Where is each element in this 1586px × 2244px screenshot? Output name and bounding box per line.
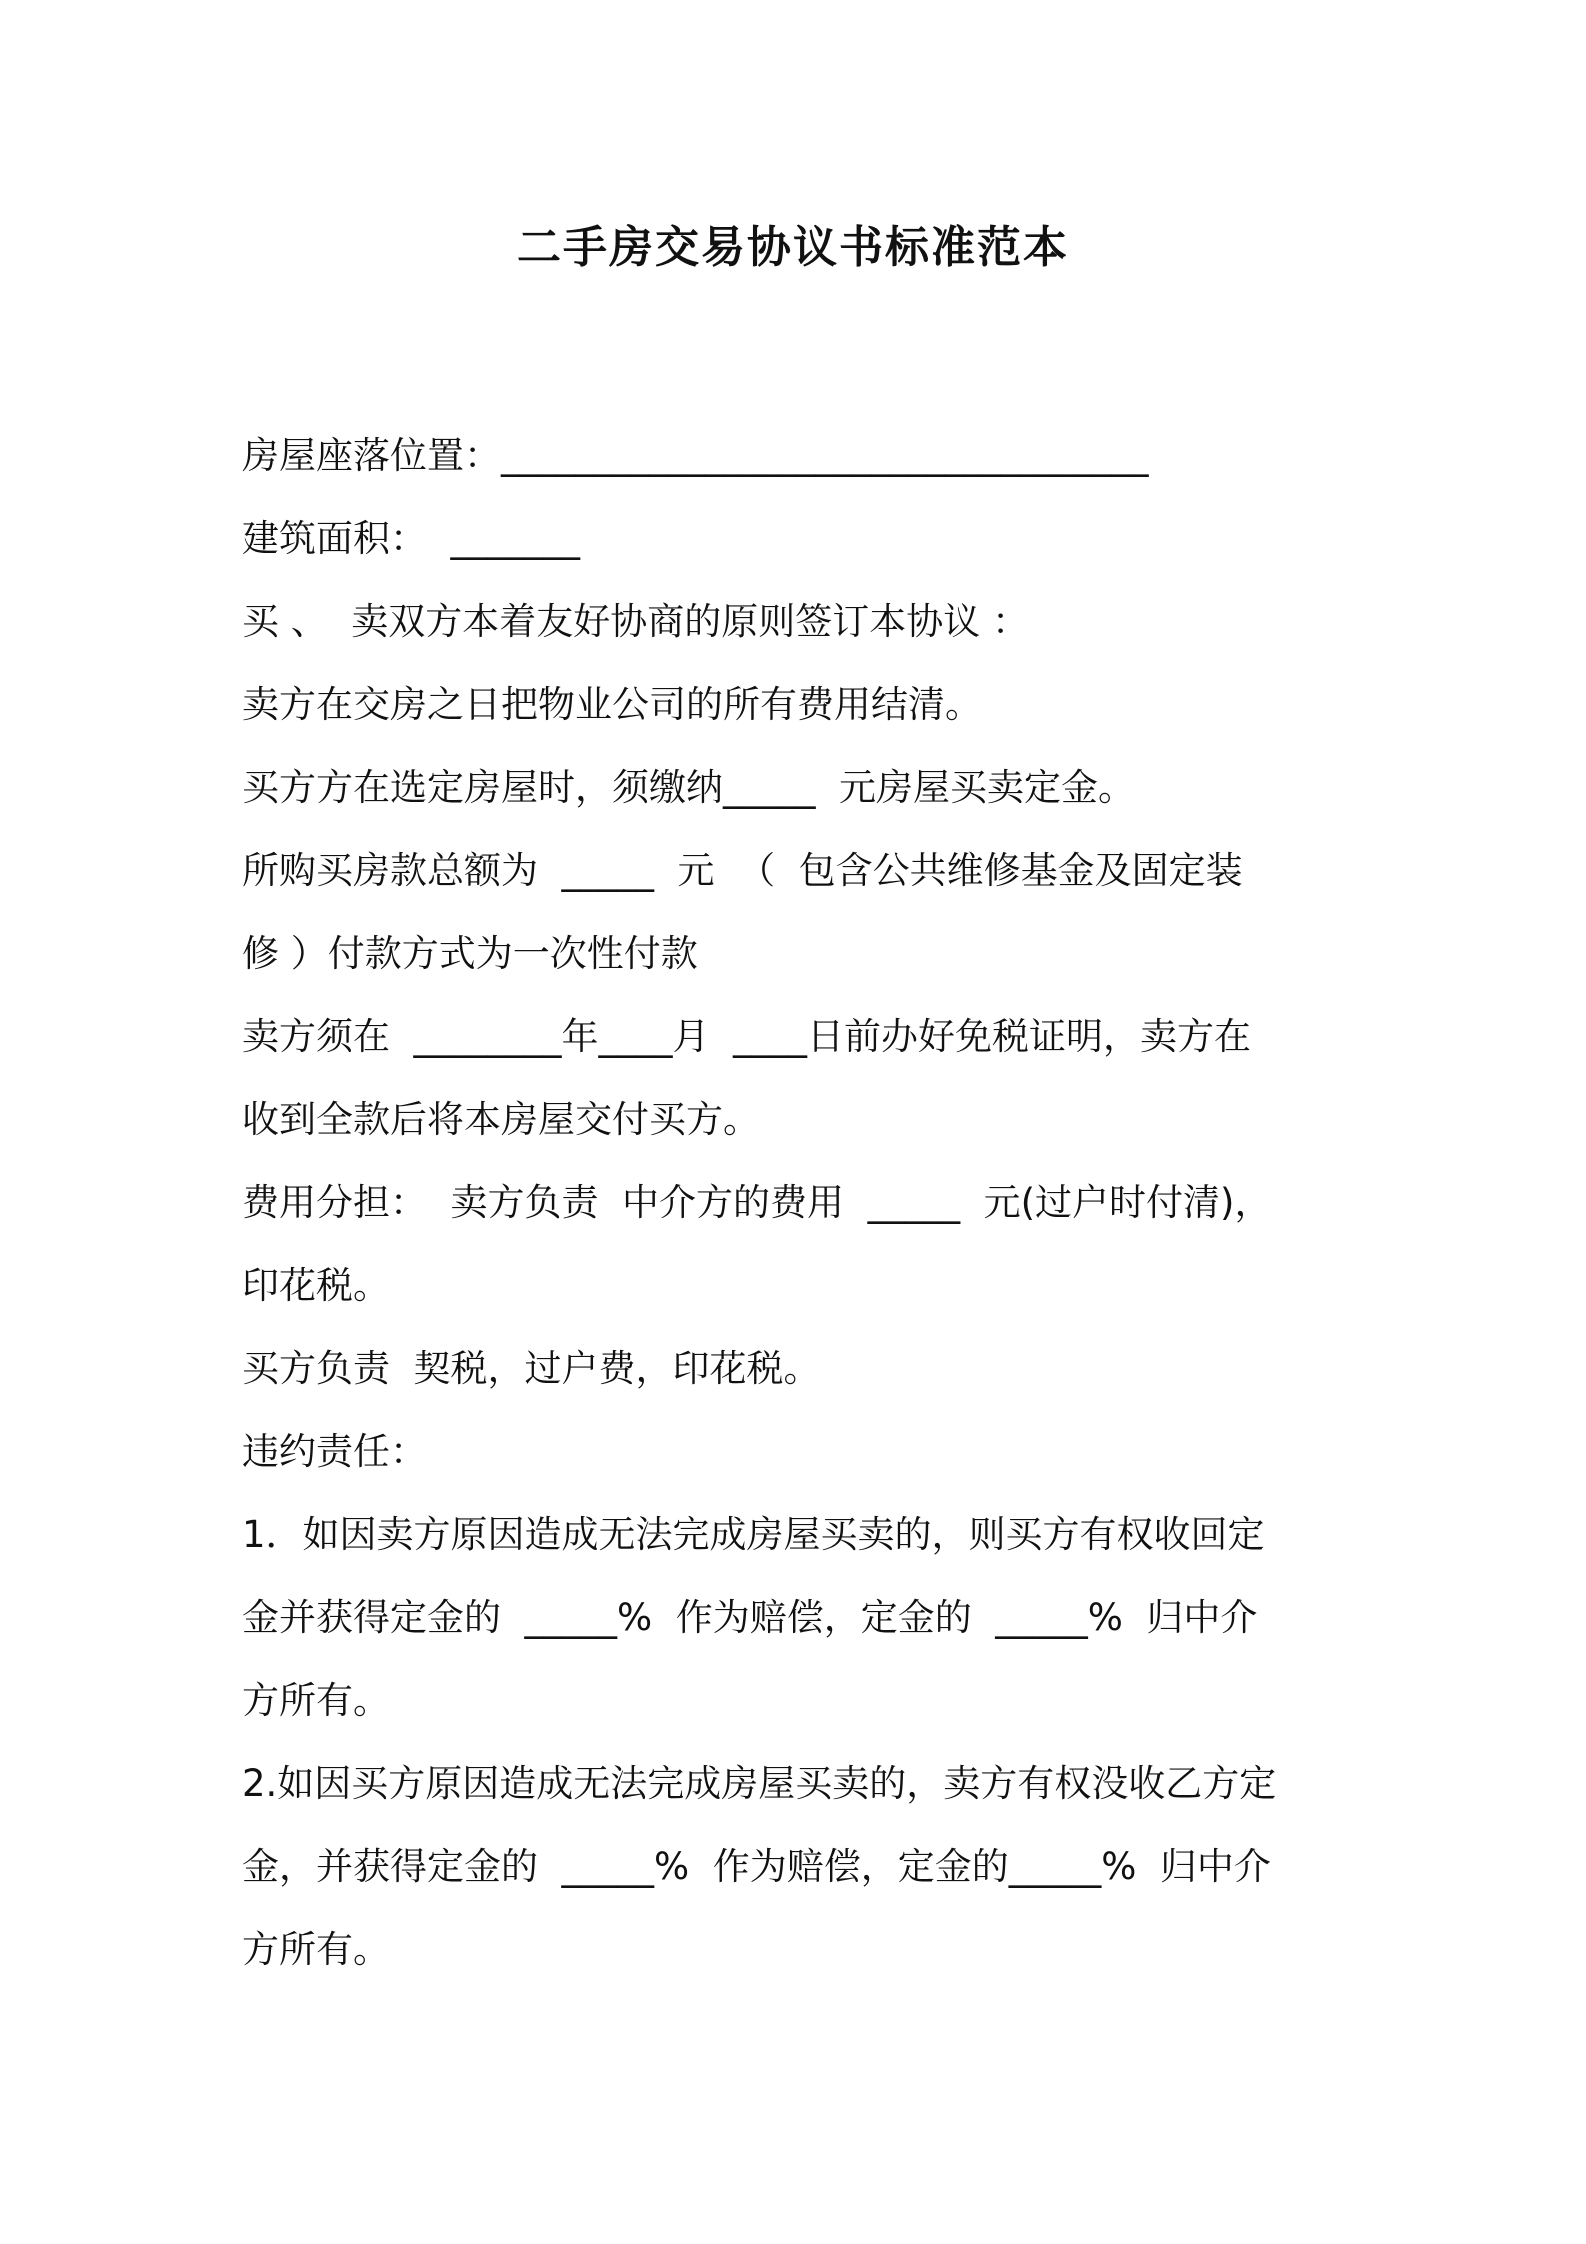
tax-certificate-line: 卖方须在 ________年____月 ____日前办好免税证明，卖方在 <box>242 1015 1252 1058</box>
handover-line: 收到全款后将本房屋交付买方。 <box>242 1098 760 1141</box>
property-fees-line: 卖方在交房之日把物业公司的所有费用结清。 <box>242 683 982 726</box>
agreement-intro-line: 买 、 卖双方本着友好协商的原则签订本协议 ： <box>242 600 1030 643</box>
deposit-line: 买方方在选定房屋时，须缴纳_____ 元房屋买卖定金。 <box>242 766 1136 809</box>
buyer-costs-line: 买方负责 契税，过户费，印花税。 <box>242 1347 821 1390</box>
breach-clause-2-line-2: 金，并获得定金的 _____% 作为赔偿，定金的_____% 归中介 <box>242 1845 1271 1888</box>
breach-clause-2-line-3: 方所有。 <box>242 1928 390 1971</box>
seller-costs-line: 费用分担： 卖方负责 中介方的费用 _____ 元(过户时付清)， <box>242 1181 1272 1224</box>
breach-clause-2-line-1: 2.如因买方原因造成无法完成房屋买卖的，卖方有权没收乙方定 <box>242 1762 1277 1805</box>
total-price-line: 所购买房款总额为 _____ 元 （ 包含公共维修基金及固定装 <box>242 849 1243 892</box>
breach-clause-1-line-3: 方所有。 <box>242 1679 390 1722</box>
stamp-duty-line: 印花税。 <box>242 1264 390 1307</box>
area-line: 建筑面积： _______ <box>242 517 581 560</box>
breach-clause-1-line-2: 金并获得定金的 _____% 作为赔偿，定金的 _____% 归中介 <box>242 1596 1258 1639</box>
payment-method-line: 修 ）付款方式为一次性付款 <box>242 932 698 975</box>
location-line: 房屋座落位置：___________________________________ <box>242 434 1149 477</box>
breach-heading: 违约责任： <box>242 1430 427 1473</box>
breach-clause-1-line-1: 1．如因卖方原因造成无法完成房屋买卖的，则买方有权收回定 <box>242 1513 1265 1556</box>
document-body <box>242 414 1354 1991</box>
document-title: 二手房交易协议书标准范本 <box>517 222 1069 273</box>
